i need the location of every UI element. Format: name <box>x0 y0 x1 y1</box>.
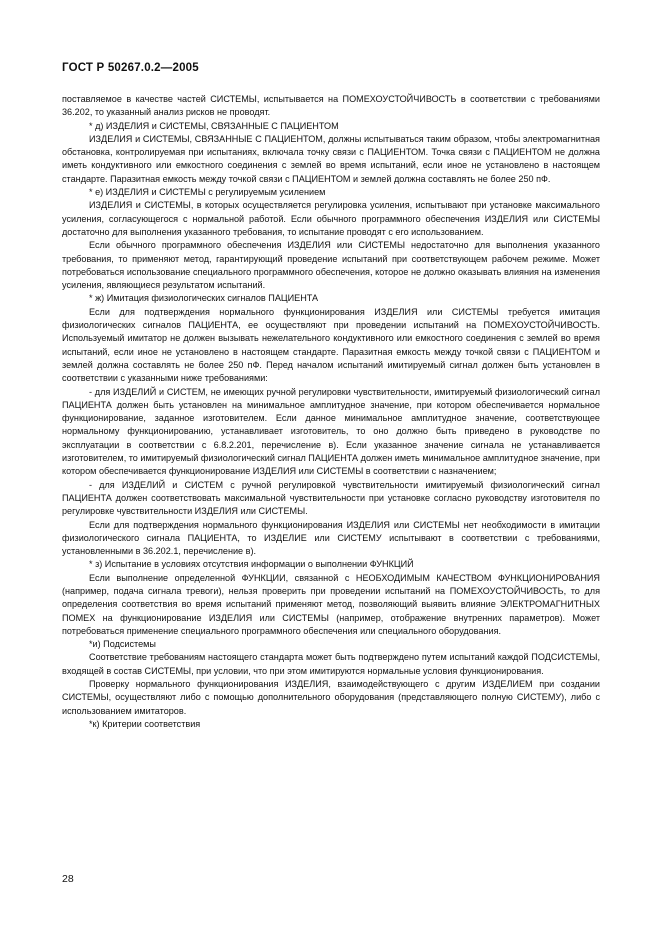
paragraph: * д) ИЗДЕЛИЯ и СИСТЕМЫ, СВЯЗАННЫЕ С ПАЦИЕНТОМ <box>89 120 339 131</box>
paragraph: ИЗДЕЛИЯ и СИСТЕМЫ, СВЯЗАННЫЕ С ПАЦИЕНТОМ, должны испытываться таким образом, чтобы электромагнитная обстановка, контролируемая при испытаниях, включала точку связи с ПАЦИЕНТОМ. Точка связи с ПАЦИЕНТОМ не должна иметь кондуктивного или емкостного соединения с землей во время испытаний, если иное не установлено в настоящем стандарте. Паразитная емкость между точкой связи с ПАЦИЕНТОМ и землей должна составлять не более 250 пФ. <box>62 133 600 184</box>
paragraph: Соответствие требованиям настоящего стандарта может быть подтверждено путем испытаний каждой ПОДСИСТЕМЫ, входящей в состав СИСТЕМЫ, при условии, что при этом имитируются нормальные условия функционирования. <box>62 652 600 676</box>
paragraph: * е) ИЗДЕЛИЯ и СИСТЕМЫ с регулируемым усилением <box>89 187 326 198</box>
paragraph: Если для подтверждения нормального функционирования ИЗДЕЛИЯ или СИСТЕМЫ нет необходимости в имитации физиологического сигнала ПАЦИЕНТА, то ИЗДЕЛИЕ или СИСТЕМУ испытывают в соответствии с требованиями, установленными в 36.202.1, перечисление в). <box>62 519 600 557</box>
document-header: ГОСТ Р 50267.0.2—2005 <box>62 62 199 74</box>
paragraph: Если выполнение определенной ФУНКЦИИ, связанной с НЕОБХОДИМЫМ КАЧЕСТВОМ ФУНКЦИОНИРОВАНИЯ (например, подача сигнала тревоги), нельзя проверить при проведении испытаний на ПОМЕХОУСТОЙЧИВОСТЬ, то для определения соответствия во время испытаний применяют метод, позволяющий выявить влияние ЭЛЕКТРОМАГНИТНЫХ ПОМЕХ на функционирование ИЗДЕЛИЯ или СИСТЕМЫ (например, отображение внутренних параметров). Может потребоваться применение специального программного обеспечения или специального оборудования. <box>62 572 600 636</box>
paragraph: *и) Подсистемы <box>89 639 156 650</box>
paragraph: Проверку нормального функционирования ИЗДЕЛИЯ, взаимодействующего с другим ИЗДЕЛИЕМ при создании СИСТЕМЫ, осуществляют либо с помощью дополнительного оборудования (представляющего полную СИСТЕМУ), либо с использованием имитаторов. <box>62 679 600 716</box>
paragraph: * ж) Имитация физиологических сигналов ПАЦИЕНТА <box>89 293 319 304</box>
paragraph: * з) Испытание в условиях отсутствия информации о выполнении ФУНКЦИЙ <box>89 559 414 570</box>
page-number: 28 <box>62 873 74 885</box>
paragraph: - для ИЗДЕЛИЙ и СИСТЕМ с ручной регулировкой чувствительности имитируемый физиологический сигнал ПАЦИЕНТА должен соответствовать максимальной чувствительности при установке согласно руководству изготовителя по регулировке чувствительности ИЗДЕЛИЯ или СИСТЕМЫ. <box>62 479 600 517</box>
paragraph: поставляемое в качестве частей СИСТЕМЫ, испытывается на ПОМЕХОУСТОЙЧИВОСТЬ в соответствии с требованиями 36.202, то указанный анализ рисков не проводят. <box>62 94 600 118</box>
paragraph: *к) Критерии соответствия <box>89 718 201 729</box>
paragraph: ИЗДЕЛИЯ и СИСТЕМЫ, в которых осуществляется регулировка усиления, испытывают при установке максимального усиления, согласующегося с нормальной работой. Если обычного программного обеспечения ИЗДЕЛИЯ или СИСТЕМЫ достаточно для выполнения указанного требования, то испытание проводят с его использованием. <box>62 200 600 237</box>
document-body <box>62 93 600 731</box>
paragraph: Если обычного программного обеспечения ИЗДЕЛИЯ или СИСТЕМЫ недостаточно для выполнения указанного требования, то применяют метод, гарантирующий проведение испытаний при соответствующем рабочем режиме. Может потребоваться использование специального программного обеспечения, которое не должно оказывать влияния на изменения усиления, являющиеся результатом испытаний. <box>62 240 600 291</box>
paragraph: - для ИЗДЕЛИЙ и СИСТЕМ, не имеющих ручной регулировки чувствительности, имитируемый физиологический сигнал ПАЦИЕНТА должен быть установлен на минимальное амплитудное значение, при котором обеспечивается нормальное функционирование, заданное изготовителем. Если данное минимальное амплитудное значение, соответствующее нормальному функционированию, устанавливает изготовитель, то оно должно быть приведено в руководстве по эксплуатации в соответствии с 6.8.2.201, перечисление в). Если указанное значение сигнала не устанавливается изготовителем, то имитируемый физиологический сигнал ПАЦИЕНТА должен иметь минимальное амплитудное значение, при котором обеспечивается функционирование ИЗДЕЛИЯ или СИСТЕМЫ в соответствии с назначением; <box>62 386 600 477</box>
paragraph: Если для подтверждения нормального функционирования ИЗДЕЛИЯ или СИСТЕМЫ требуется имитация физиологических сигналов ПАЦИЕНТА, ее осуществляют при проведении испытаний на ПОМЕХОУСТОЙЧИВОСТЬ. Используемый имитатор не должен вызывать нежелательного кондуктивного или емкостного соединения с землей во время испытаний, если иное не установлено в настоящем стандарте. Паразитная емкость между точкой связи с ПАЦИЕНТОМ и землей должна составлять не более 250 пФ. Перед началом испытаний имитируемый сигнал должен быть установлен в соответствии с указанными ниже требованиями: <box>62 306 600 384</box>
